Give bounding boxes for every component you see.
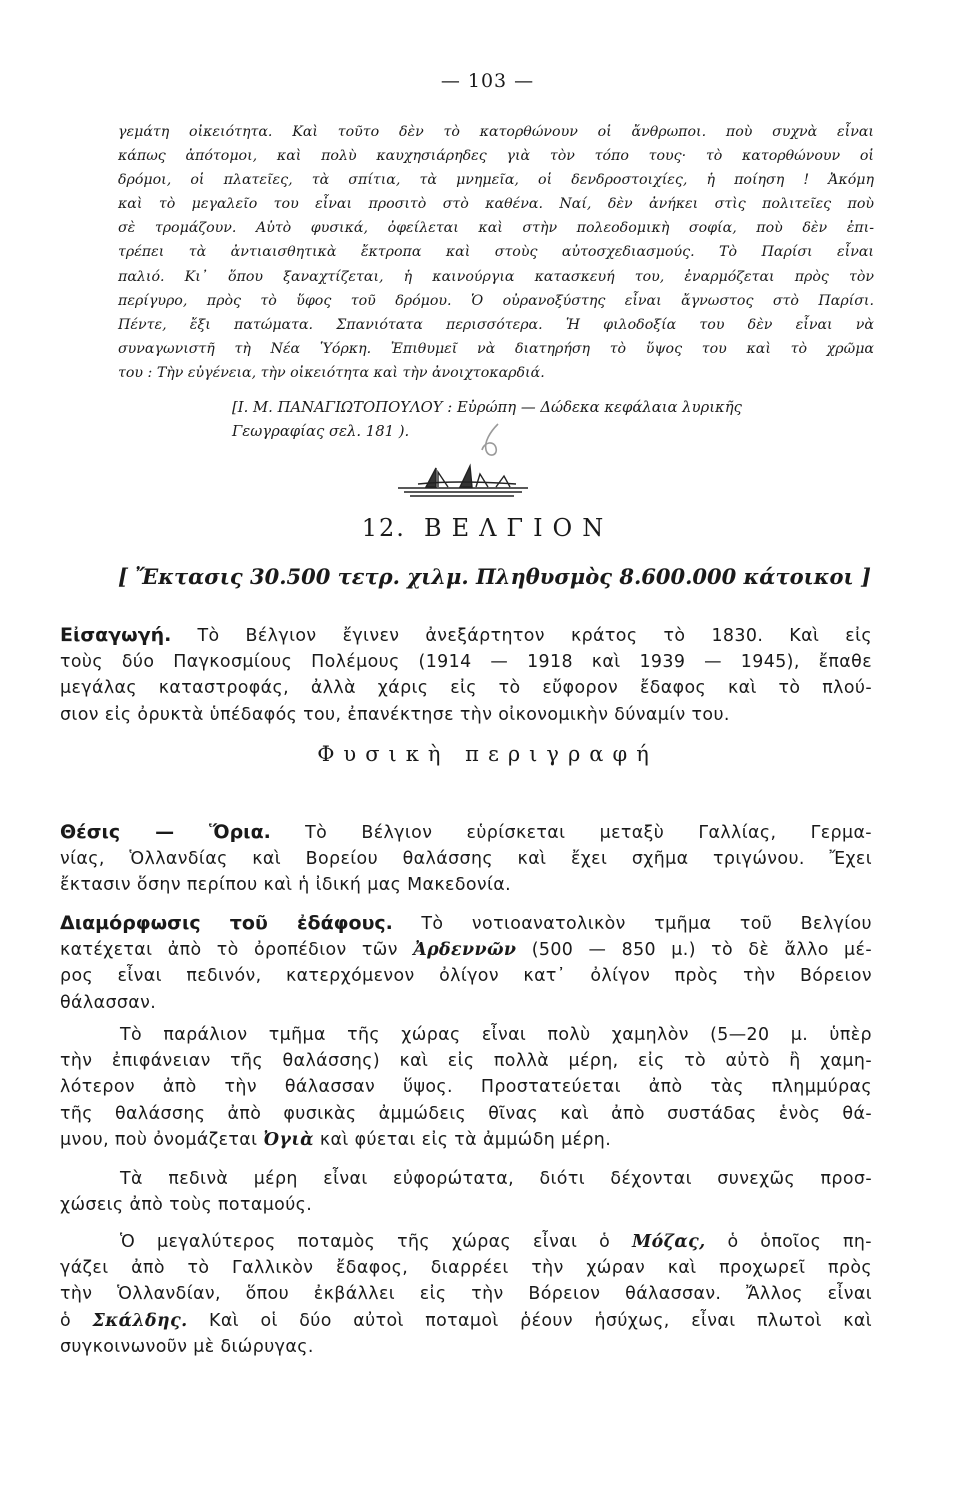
rivers-line-4b: Καὶ οἱ δύο αὐτοὶ ποταμοὶ ῥέουν ἡσύχως, εἶναι πλωτοὶ καὶ	[209, 1310, 873, 1331]
body-line: ρος εἶναι πεδινόν, κατερχόμενον ὀλίγον κατ᾽ ὀλίγον πρὸς τὴν Βόρειον	[60, 966, 872, 987]
rivers-line-1a: Ὁ μεγαλύτερος ποταμὸς τῆς χώρας εἶναι ὁ	[120, 1232, 611, 1252]
body-line: συγκοινωνοῦν μὲ διώρυγας.	[60, 1336, 314, 1357]
citation-line-1: [Ι. Μ. ΠΑΝΑΓΙΩΤΟΠΟΥΛΟΥ : Εὐρώπη — Δώδεκα κεφάλαια λυρικῆς	[232, 399, 742, 416]
quote-line: κάπως ἀπότομοι, καὶ πολὺ καυχησιάρηδες γιὰ τὸν τόπο τους· τὸ κατορθώνουν οἱ	[118, 148, 874, 165]
body-line: λότερον ἀπὸ τὴν θάλασσαν ὕψος. Προστατεύεται ἀπὸ τὰς πλημμύρας	[60, 1077, 872, 1098]
chapter-title	[0, 514, 975, 542]
plains-paragraph	[60, 1166, 872, 1218]
relief-paragraph	[60, 910, 872, 1016]
body-line: ἔκτασιν ὅσην περίπου καὶ ἡ ἰδική μας Μακεδονία.	[60, 875, 512, 896]
country-facts: [ Ἔκτασις 30.500 τετρ. χιλμ. Πληθυσμὸς 8.600.000 κάτοικοι ]	[118, 564, 871, 589]
relief-heading: Διαμόρφωσις τοῦ ἐδάφους.	[60, 912, 393, 934]
quote-line: σὲ τρομάζουν. Αὐτὸ φυσικά, ὀφείλεται καὶ στὴν πολεοδομικὴ σοφία, ποὺ δὲν ἐπι-	[118, 220, 874, 237]
chapter-number: 12.	[361, 514, 406, 542]
page-number: — 103 —	[440, 70, 535, 92]
relief-line-2a: κατέχεται ἀπὸ τὸ ὀροπέδιον τῶν	[60, 940, 398, 961]
quote-line: περίγυρο, πρὸς τὸ ὕφος τοῦ δρόμου. Ὁ οὐρανοξύστης εἶναι ἄγνωστος στὸ Παρίσι.	[118, 292, 874, 309]
body-line	[60, 910, 872, 937]
pencil-mark-icon	[476, 420, 508, 462]
body-line	[60, 1229, 872, 1255]
quote-line: Πέντε, ἔξι πατώματα. Σπανιότατα περισσότερα. Ἡ φιλοδοξία του δὲν εἶναι νὰ	[118, 316, 874, 333]
thesis-line-1: Τὸ Βέλγιον εὑρίσκεται μεταξὺ Γαλλίας, Γερμα-	[305, 823, 872, 843]
body-line: τὴν Ὁλλανδίαν, ὅπου ἐκβάλλει εἰς τὴν Βόρειον θάλασσαν. Ἄλλος εἶναι	[60, 1284, 872, 1305]
quote-line: παλιό. Κι᾽ ὅπου ξαναχτίζεται, ἡ καινούργια κατασκευή του, ἐναρμόζεται πρὸς τὸν	[118, 268, 874, 285]
coast-line-5a: μνου, ποὺ ὀνομάζεται	[60, 1129, 258, 1150]
intro-line-1: Τὸ Βέλγιον ἔγινεν ἀνεξάρτητον κράτος τὸ 1830. Καὶ εἰς	[197, 626, 872, 646]
thesis-heading: Θέσις — Ὅρια.	[60, 821, 271, 843]
body-line: γάζει ἀπὸ τὸ Γαλλικὸν ἔδαφος, διαρρέει τὴν χώραν καὶ προχωρεῖ πρὸς	[60, 1258, 872, 1279]
quote-line: συναγωνιστῆ τὴ Νέα Ὑόρκη. Ἐπιθυμεῖ νὰ διατηρήση τὸ ὕψος του καὶ τὸ χρῶμα	[118, 340, 874, 357]
body-line	[60, 622, 872, 649]
rivers-paragraph	[60, 1229, 872, 1360]
body-line: τοὺς δύο Παγκοσμίους Πολέμους (1914 — 1918 καὶ 1939 — 1945), ἔπαθε	[60, 652, 872, 673]
relief-line-2b: (500 — 850 μ.) τὸ δὲ ἄλλο μέ-	[531, 940, 872, 961]
quote-line: καὶ τὸ μεγαλεῖο του εἶναι προσιτὸ στὸ καθένα. Ναί, δὲν ἀνήκει στὶς πολιτεῖες ποὺ	[118, 196, 874, 213]
body-line	[60, 1127, 872, 1153]
ogia-term: Ὀγιὰ	[263, 1129, 314, 1150]
citation-line-2: Γεωγραφίας σελ. 181 ).	[232, 423, 410, 440]
relief-line-1: Τὸ νοτιοανατολικὸν τμῆμα τοῦ Βελγίου	[421, 914, 872, 934]
body-line	[60, 1308, 872, 1334]
body-line: σιον εἰς ὀρυκτὰ ὑπέδαφός του, ἐπανέκτησε τὴν οἰκονομικὴν δύναμίν του.	[60, 704, 730, 725]
scheldt-term: Σκάλδης.	[92, 1310, 188, 1331]
body-line: τὴν ἐπιφάνειαν τῆς θαλάσσης) καὶ εἰς πολλὰ μέρη, εἰς τὸ αὐτὸ ἢ χαμη-	[60, 1051, 872, 1072]
coast-paragraph	[60, 1022, 872, 1153]
body-line	[60, 937, 872, 963]
coast-line-5b: καὶ φύεται εἰς τὰ ἀμμώδη μέρη.	[319, 1129, 612, 1150]
quote-paragraph	[118, 120, 874, 385]
quote-line: γεμάτη οἰκειότητα. Καὶ τοῦτο δὲν τὸ κατορθώνουν οἱ ἄνθρωποι. ποὺ συχνὰ εἶναι	[118, 124, 874, 140]
rivers-line-1b: ὁ ὁποῖος πη-	[727, 1232, 872, 1252]
citation	[232, 396, 872, 444]
quote-line: του : Τὴν εὐγένεια, τὴν οἰκειότητα καὶ τὴν ἀνοιχτοκαρδιά.	[118, 364, 545, 381]
quote-line: δρόμοι, οἱ πλατεῖες, τὰ σπίτια, τὰ μνημεῖα, οἱ δενδροστοιχίες, ἡ ποίηση ! Ἀκόμη	[118, 172, 874, 189]
sailboat-ornament-icon	[396, 462, 530, 498]
section-heading: Φυσικὴ περιγραφή	[317, 742, 658, 766]
body-line: Τὰ πεδινὰ μέρη εἶναι εὐφορώτατα, διότι δέχονται συνεχῶς προσ-	[120, 1169, 872, 1189]
body-line: νίας, Ὁλλανδίας καὶ Βορείου θαλάσσης καὶ ἔχει σχῆμα τριγώνου. Ἔχει	[60, 849, 872, 870]
thesis-paragraph	[60, 819, 872, 899]
body-line: μεγάλας καταστροφάς, ἀλλὰ χάρις εἰς τὸ εὔφορον ἔδαφος καὶ τὸ πλού-	[60, 678, 872, 699]
rivers-line-4a: ὁ	[60, 1310, 72, 1331]
meuse-term: Μόζας,	[632, 1232, 706, 1252]
quote-line: τρέπει τὰ ἀντιαισθητικὰ ἔκτροπα καὶ στοὺς αὐτοσχεδιασμούς. Τὸ Παρίσι εἶναι	[118, 244, 874, 261]
body-line: χώσεις ἀπὸ τοὺς ποταμούς.	[60, 1195, 313, 1216]
intro-heading: Εἰσαγωγή.	[60, 624, 172, 646]
chapter-name: ΒΕΛΓΙΟΝ	[423, 514, 614, 542]
body-line	[60, 819, 872, 846]
body-line: Τὸ παράλιον τμῆμα τῆς χώρας εἶναι πολὺ χαμηλὸν (5—20 μ. ὑπὲρ	[120, 1025, 872, 1045]
ardennes-term: Ἀρδεννῶν	[413, 940, 517, 961]
body-line: θάλασσαν.	[60, 992, 157, 1013]
intro-paragraph	[60, 622, 872, 728]
body-line: τῆς θαλάσσης ἀπὸ φυσικὰς ἀμμώδεις θῖνας καὶ ἀπὸ συστάδας ἑνὸς θά-	[60, 1103, 872, 1124]
